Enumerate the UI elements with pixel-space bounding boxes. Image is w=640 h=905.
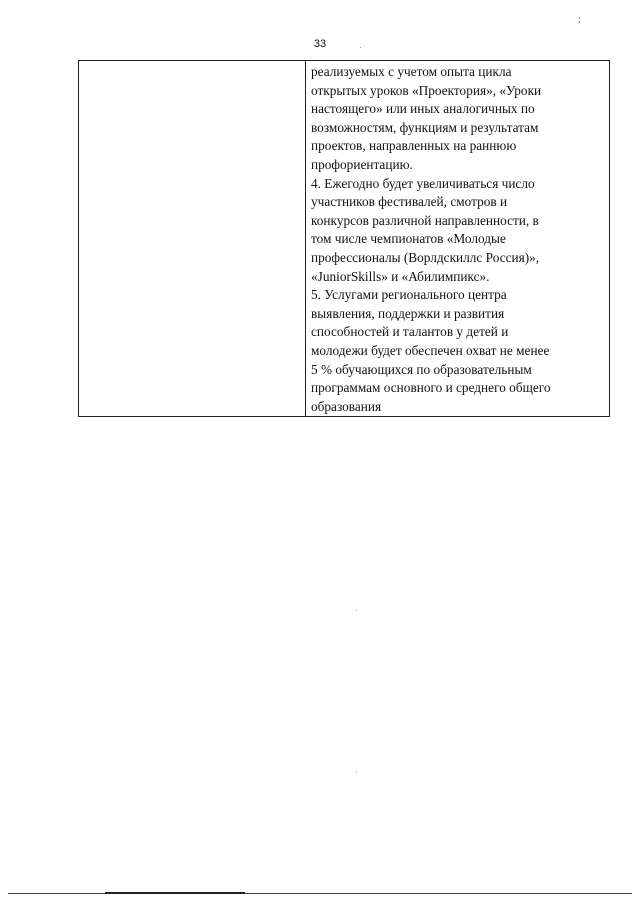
paragraph-item-5: 5. Услугами регионального центра выявления, поддержки и развития способностей и талантов у детей и молодежи будет обеспечен охват не менее 5 % обучающихся по образовательным программам основного и среднего общего образования xyxy=(311,287,551,414)
page-number: 33 xyxy=(313,38,327,50)
left-cell xyxy=(79,61,306,417)
corner-mark: ; xyxy=(578,14,581,25)
document-table xyxy=(78,60,610,417)
scan-speck xyxy=(360,47,361,48)
right-cell xyxy=(306,61,610,417)
bottom-divider-thick xyxy=(105,892,245,894)
bottom-divider xyxy=(8,893,632,894)
scan-speck xyxy=(356,610,357,611)
table-row xyxy=(79,61,610,417)
paragraph-item-4: 4. Ежегодно будет увеличиваться число участников фестивалей, смотров и конкурсов различной направленности, в том числе чемпионатов «Молодые профессионалы (Ворлдскиллс Россия)», «JuniorSkills» и «Абилимпикс». xyxy=(311,175,540,284)
paragraph-continuation: реализуемых с учетом опыта цикла открытых уроков «Проектория», «Уроки настоящего» или иных аналогичных по возможностям, функциям и результатам проектов, направленных на раннюю профориентацию. xyxy=(311,64,542,172)
scan-speck xyxy=(356,772,357,773)
